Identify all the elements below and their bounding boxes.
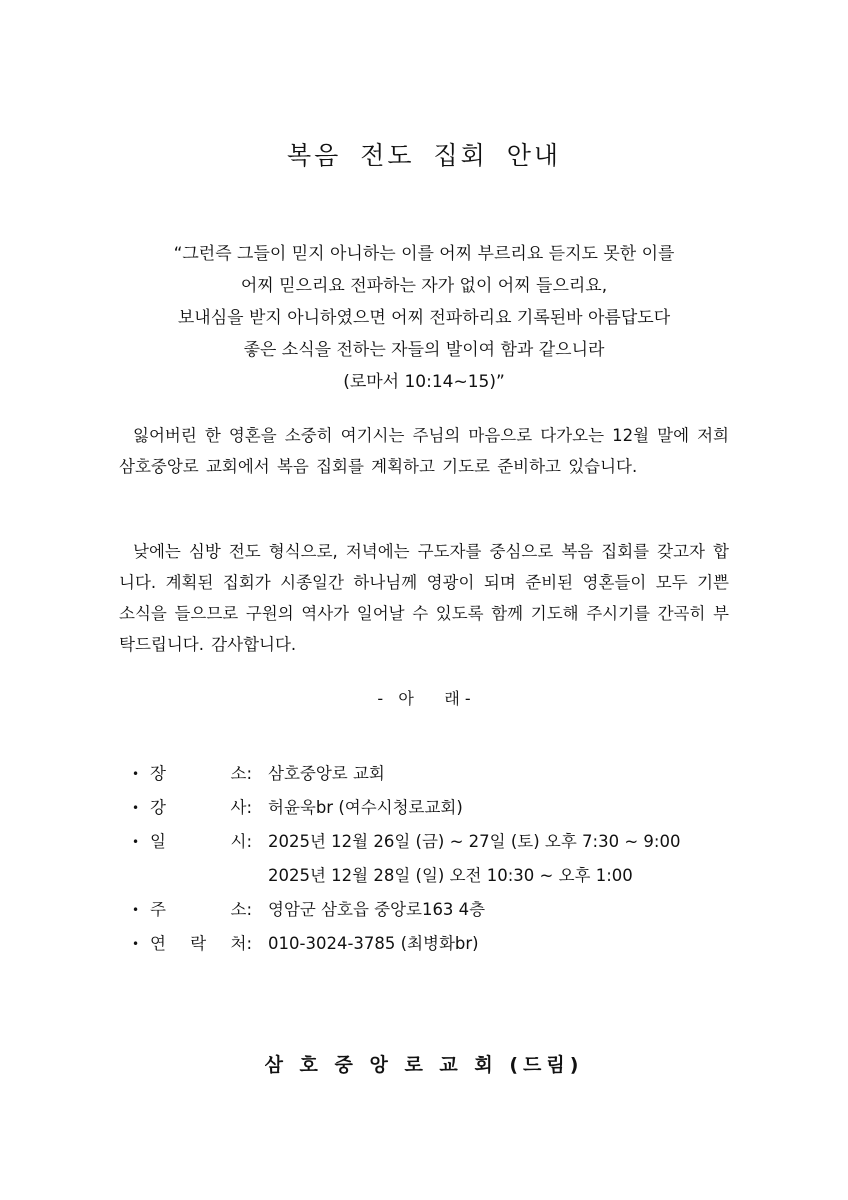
detail-row-contact: [132, 927, 772, 961]
quote-line: 어찌 믿으리요 전파하는 자가 없이 어찌 들으리요,: [240, 276, 608, 296]
page-title: 복음 전도 집회 안내: [286, 141, 562, 170]
detail-row-datetime: [132, 825, 772, 893]
scripture-quote: [60, 238, 788, 398]
detail-value: 영암군 삼호읍 중앙로163 4층: [268, 900, 486, 919]
detail-label: 일 시:: [150, 832, 252, 851]
quote-line: 좋은 소식을 전하는 자들의 발이여 함과 같으니라: [243, 340, 605, 360]
bullet-icon: •: [132, 937, 140, 951]
detail-label: 주 소:: [150, 900, 252, 919]
event-details: [132, 757, 772, 961]
quote-line: (로마서 10:14~15)”: [343, 372, 505, 392]
intro-paragraph: 잃어버린 한 영혼을 소중히 여기시는 주님의 마음으로 다가오는 12월 말에 저희 삼호중앙로 교회에서 복음 집회를 계획하고 기도로 준비하고 있습니다.: [119, 426, 729, 476]
quote-line: 보내심을 받지 아니하였으면 어찌 전파하리요 기록된바 아름답도다: [177, 308, 671, 328]
request-paragraph: 낮에는 심방 전도 형식으로, 저녁에는 구도자를 중심으로 복음 집회를 갖고자 합니다. 계획된 집회가 시종일간 하나님께 영광이 되며 준비된 영혼들이 모두 기쁜 소식을 들으므로 구원의 역사가 일어날 수 있도록 함께 기도해 주시기를 간곡히 부탁드립니다. 감사합니다.: [119, 542, 729, 654]
church-signature: 삼 호 중 앙 로 교 회 (드림): [264, 1054, 584, 1076]
detail-row-place: [132, 757, 772, 791]
bullet-icon: •: [132, 801, 140, 815]
quote-line: “그런즉 그들이 믿지 아니하는 이를 어찌 부르리요 듣지도 못한 이를: [173, 244, 675, 264]
detail-value: 010-3024-3785 (최병화br): [268, 934, 479, 953]
below-heading: - 아 래 -: [377, 689, 471, 708]
bullet-icon: •: [132, 767, 140, 781]
detail-value: 삼호중앙로 교회: [268, 764, 385, 783]
detail-value: 2025년 12월 26일 (금) ~ 27일 (토) 오후 7:30 ~ 9:00 2025년 12월 28일 (일) 오전 10:30 ~ 오후 1:00: [268, 832, 681, 885]
detail-label: 강 사:: [150, 798, 252, 817]
detail-label: 장 소:: [150, 764, 252, 783]
detail-label: 연 락 처:: [150, 934, 252, 953]
bullet-icon: •: [132, 835, 140, 849]
detail-row-speaker: [132, 791, 772, 825]
detail-row-address: [132, 893, 772, 927]
bullet-icon: •: [132, 903, 140, 917]
detail-value: 허윤욱br (여수시청로교회): [268, 798, 463, 817]
